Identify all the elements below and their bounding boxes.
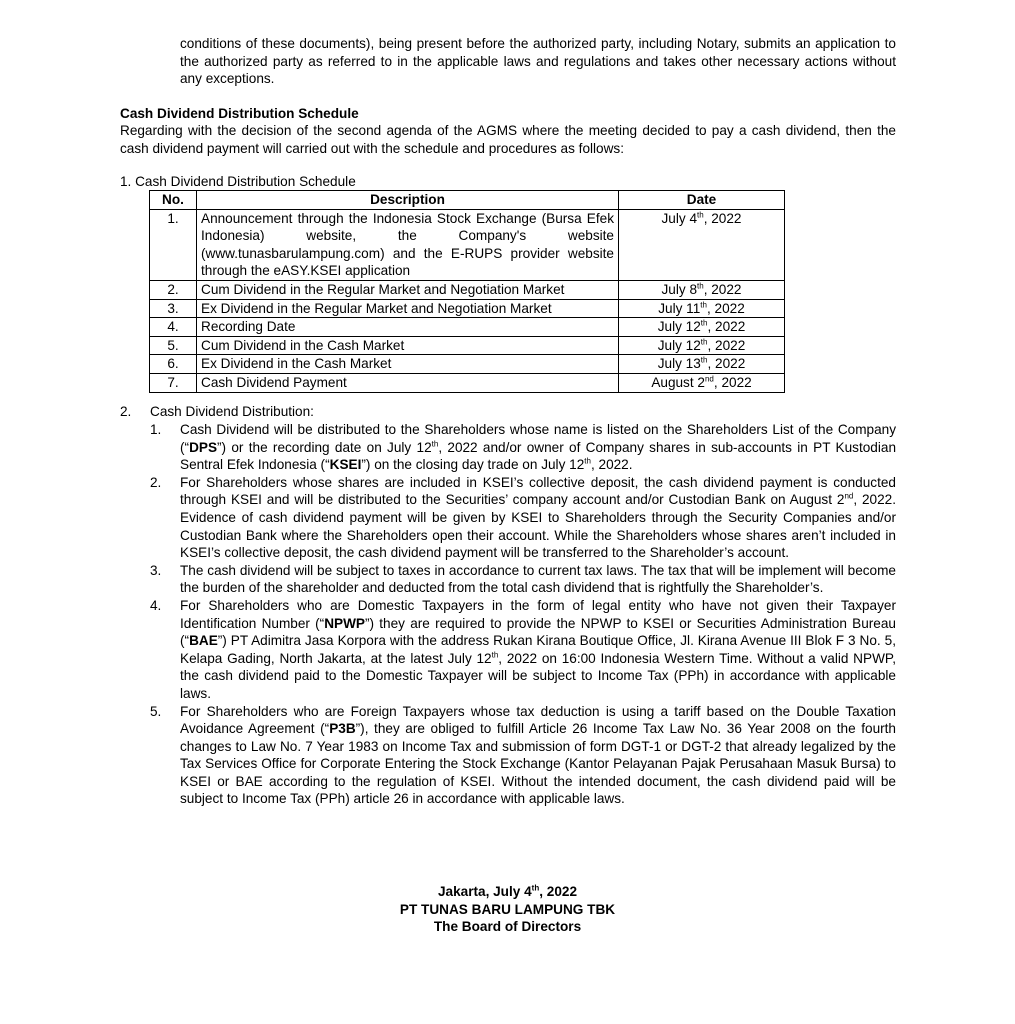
table-row xyxy=(150,355,785,374)
row-description: Ex Dividend in the Regular Market and Negotiation Market xyxy=(197,299,619,318)
date-part: , 2022 xyxy=(713,374,752,390)
row-description: Cum Dividend in the Regular Market and Negotiation Market xyxy=(197,280,619,299)
ordinal-suffix: nd xyxy=(844,491,854,501)
defined-term: BAE xyxy=(189,633,218,649)
text-run: ”) or the recording date on July 12 xyxy=(217,439,432,455)
text-run: ”) on the closing day trade on July 12 xyxy=(361,457,585,473)
date-part: July 4 xyxy=(661,210,698,226)
row-date xyxy=(619,280,785,299)
header-no: No. xyxy=(150,191,197,210)
place-date xyxy=(0,883,1015,901)
text-run: ”), they are obliged to fulfill Article 26 Income Tax Law No. 36 Year 2008 on the fourth changes to Law No. 7 Year 1983 on Income Tax and submission of form DGT-1 or DGT-2 that already legalized by the Tax Services Office for Corporate Entering the Stock Exchange (Kantor Pelayanan Pajak Perusahaan Masuk Bursa) to KSEI or BAE according to the regulation of KSEI. Without the intended document, the cash dividend paid will be subject to Income Tax (PPh) article 26 in accordance with applicable laws. xyxy=(180,721,896,807)
list-item-number: 1. xyxy=(150,422,162,437)
place-date-suffix: th xyxy=(531,883,540,893)
header-description: Description xyxy=(197,191,619,210)
list-item-number: 2. xyxy=(150,474,162,490)
defined-term: P3B xyxy=(329,721,356,737)
table-row xyxy=(150,318,785,337)
closing-signature xyxy=(0,883,1015,936)
schedule-table xyxy=(149,190,785,393)
date-part: July 12 xyxy=(657,319,701,335)
defined-term: KSEI xyxy=(329,457,362,473)
date-part: August 2 xyxy=(651,374,705,390)
date-part: July 11 xyxy=(658,300,701,316)
date-part: , 2022 xyxy=(703,281,742,297)
list-item-text xyxy=(180,421,896,474)
list-item xyxy=(150,597,896,703)
row-date xyxy=(619,318,785,337)
row-description: Cash Dividend Payment xyxy=(197,373,619,392)
ordinal-suffix: th xyxy=(431,439,439,449)
text-run: Cash Dividend will be distributed to the Shareholders whose name is listed on the Shareholders List of the Company (“ xyxy=(180,422,896,455)
text-run: , 2022. xyxy=(590,457,633,473)
text-run: For Shareholders whose shares are included in KSEI’s collective deposit, the cash dividend payment is conducted through KSEI and will be distributed to the Securities’ company account and/or Custodian Bank on August 2 xyxy=(180,474,896,508)
date-suffix: th xyxy=(697,281,704,291)
text-run: The cash dividend will be subject to taxes in accordance to current tax laws. The tax that will be implement will become the burden of the shareholder and deducted from the total cash dividend that is rightfully the Shareholder’s. xyxy=(180,562,896,596)
row-number: 6. xyxy=(150,355,197,374)
row-date xyxy=(619,355,785,374)
date-part: July 8 xyxy=(661,281,698,297)
row-number: 1. xyxy=(150,209,197,280)
list-item-text xyxy=(180,474,896,562)
distribution-number: 2. xyxy=(120,404,132,419)
text-run: For Shareholders who are Foreign Taxpayers whose tax deduction is using a tariff based on the Double Taxation Avoidance Agreement (“ xyxy=(180,703,896,737)
list-item xyxy=(150,562,896,597)
date-part: , 2022 xyxy=(703,210,742,226)
list-item-text xyxy=(180,562,896,597)
place-date-year: , 2022 xyxy=(539,884,578,899)
date-part: , 2022 xyxy=(707,337,746,353)
table-row xyxy=(150,373,785,392)
section-title: Cash Dividend Distribution Schedule xyxy=(120,106,359,121)
table-row xyxy=(150,209,785,280)
table-row xyxy=(150,280,785,299)
list-item xyxy=(150,421,896,474)
list-item-number: 3. xyxy=(150,562,162,578)
row-description: Announcement through the Indonesia Stock Exchange (Bursa Efek Indonesia) website, the Company's website (www.tunasbarulampung.com) and the E-RUPS provider website through the eASY.KSEI application xyxy=(197,209,619,280)
date-part: , 2022 xyxy=(706,300,745,316)
text-run: , 2022 and/or owner of Company shares in sub-accounts in PT Kustodian Sentral Efek Indonesia (“ xyxy=(180,439,897,473)
section-paragraph: Regarding with the decision of the second agenda of the AGMS where the meeting decided to pay a cash dividend, then the cash dividend payment will carried out with the schedule and procedures as follows: xyxy=(120,123,896,156)
company-name: PT TUNAS BARU LAMPUNG TBK xyxy=(399,901,616,917)
distribution-heading-text: Cash Dividend Distribution: xyxy=(150,404,314,419)
text-run: , 2022 on 16:00 Indonesia Western Time. Without a valid NPWP, the cash dividend paid to the Domestic Taxpayer will be subject to Income Tax (PPh) in accordance with applicable laws. xyxy=(180,650,896,701)
row-date xyxy=(619,209,785,280)
list-item xyxy=(150,703,896,809)
row-number: 4. xyxy=(150,318,197,337)
date-part: July 12 xyxy=(657,337,701,353)
table-row xyxy=(150,336,785,355)
text-run: For Shareholders who are Domestic Taxpayers in the form of legal entity who have not given their Taxpayer Identification Number (“ xyxy=(180,597,896,631)
list-item xyxy=(150,474,896,562)
table-caption: 1. Cash Dividend Distribution Schedule xyxy=(120,174,356,189)
date-part: July 13 xyxy=(657,356,701,372)
row-description: Ex Dividend in the Cash Market xyxy=(197,355,619,374)
defined-term: DPS xyxy=(189,439,218,455)
list-item-number: 5. xyxy=(150,703,162,719)
row-date xyxy=(619,299,785,318)
row-description: Cum Dividend in the Cash Market xyxy=(197,336,619,355)
date-suffix: th xyxy=(700,300,707,310)
row-number: 5. xyxy=(150,336,197,355)
text-run: ”) PT Adimitra Jasa Korpora with the address Rukan Kirana Boutique Office, Jl. Kirana Avenue III Blok F 3 No. 5, Kelapa Gading, North Jakarta, at the latest July 12 xyxy=(180,633,896,666)
list-item-text xyxy=(180,597,896,703)
board-name: The Board of Directors xyxy=(433,919,582,935)
list-item-text xyxy=(180,703,896,809)
distribution-heading xyxy=(120,403,314,421)
table-row xyxy=(150,299,785,318)
row-number: 7. xyxy=(150,373,197,392)
defined-term: NPWP xyxy=(324,615,365,631)
row-number: 2. xyxy=(150,280,197,299)
intro-paragraph: conditions of these documents), being present before the authorized party, including Notary, submits an application to the authorized party as referred to in the applicable laws and regulations and takes other necessary actions without any exceptions. xyxy=(180,36,896,87)
date-part: , 2022 xyxy=(707,356,746,372)
date-suffix: th xyxy=(700,337,708,347)
date-suffix: th xyxy=(700,318,708,328)
date-part: , 2022 xyxy=(707,319,746,335)
text-run: , 2022. Evidence of cash dividend payment will be given by KSEI to Shareholders through the Security Companies and/or Custodian Bank where the Shareholders open their account. While the Shareholders whose shares aren’t included in KSEI’s collective deposit, the cash dividend payment will be transferred to the Shareholder’s account. xyxy=(180,492,896,561)
text-run: ”) they are required to provide the NPWP to KSEI or Securities Administration Bureau (“ xyxy=(180,615,896,649)
row-date xyxy=(619,336,785,355)
distribution-list xyxy=(150,421,896,808)
date-suffix: th xyxy=(700,355,708,365)
row-description: Recording Date xyxy=(197,318,619,337)
header-date: Date xyxy=(619,191,785,210)
date-suffix: nd xyxy=(704,374,714,384)
row-date xyxy=(619,373,785,392)
date-suffix: th xyxy=(697,210,704,220)
table-header-row xyxy=(150,191,785,210)
place-date-text: Jakarta, July 4 xyxy=(437,884,532,899)
ordinal-suffix: th xyxy=(584,456,591,466)
list-item-number: 4. xyxy=(150,597,162,613)
row-number: 3. xyxy=(150,299,197,318)
ordinal-suffix: th xyxy=(491,650,499,660)
